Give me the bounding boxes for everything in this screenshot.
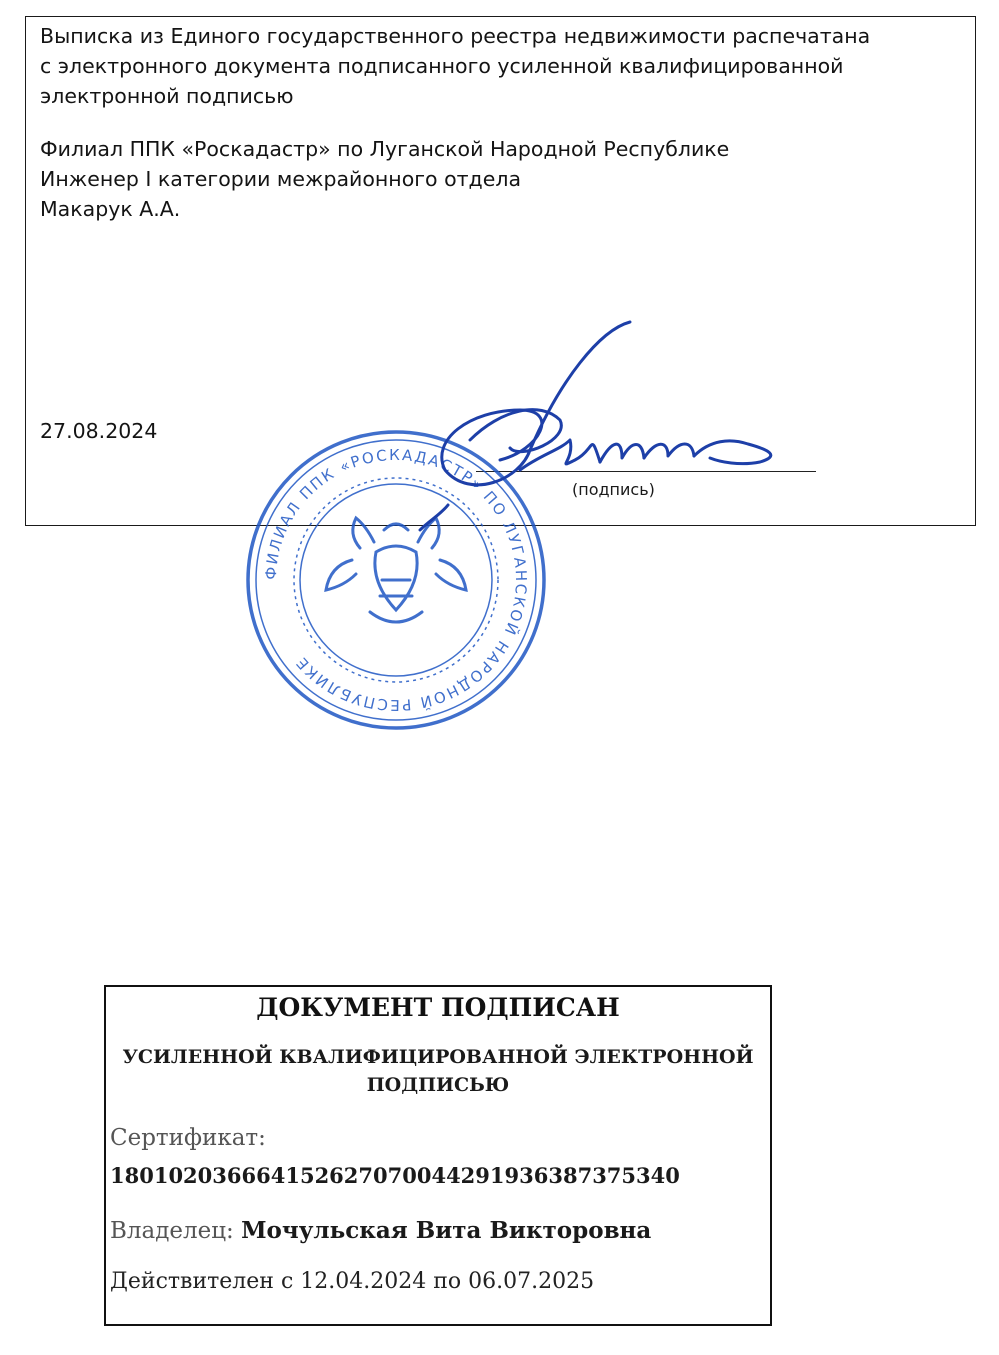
owner-row (110, 1217, 651, 1244)
handwritten-signature (420, 322, 771, 530)
owner-label: Владелец: (110, 1218, 234, 1244)
eagle-emblem-icon (326, 518, 466, 622)
owner-name: Мочульская Вита Викторовна (241, 1217, 652, 1244)
certificate-label-text: Сертификат: (110, 1125, 266, 1151)
signature-caption: (подпись) (572, 480, 655, 499)
stamp-title: ДОКУМЕНТ ПОДПИСАН (256, 993, 620, 1022)
branch-name: Филиал ППК «Роскадастр» по Луганской Народной Республике (40, 137, 730, 161)
stamp-subtitle: УСИЛЕННОЙ КВАЛИФИЦИРОВАННОЙ ЭЛЕКТРОННОЙ ПОДПИСЬЮ (122, 1046, 754, 1096)
official-position: Инженер I категории межрайонного отдела (40, 167, 522, 191)
seal-text-path: ФИЛИАЛ ППК «РОСКАДАСТР» ПО ЛУГАНСКОЙ НАРОДНОЙ РЕСПУБЛИКЕ (261, 445, 531, 715)
validity-period: Действителен с 12.04.2024 по 06.07.2025 (110, 1269, 595, 1294)
extract-line-2: с электронного документа подписанного усиленной квалифицированной (40, 54, 844, 78)
certificate-number: 180102036664152627070044291936387375340 (110, 1163, 680, 1188)
official-name: Макарук А.А. (40, 197, 181, 221)
extract-date: 27.08.2024 (40, 419, 158, 443)
certificate-label (110, 1125, 266, 1151)
official-seal (248, 432, 544, 728)
extract-line-1: Выписка из Единого государственного реестра недвижимости распечатана (40, 24, 871, 48)
extract-line-3: электронной подписью (40, 84, 294, 108)
electronic-signature-stamp (104, 985, 772, 1326)
